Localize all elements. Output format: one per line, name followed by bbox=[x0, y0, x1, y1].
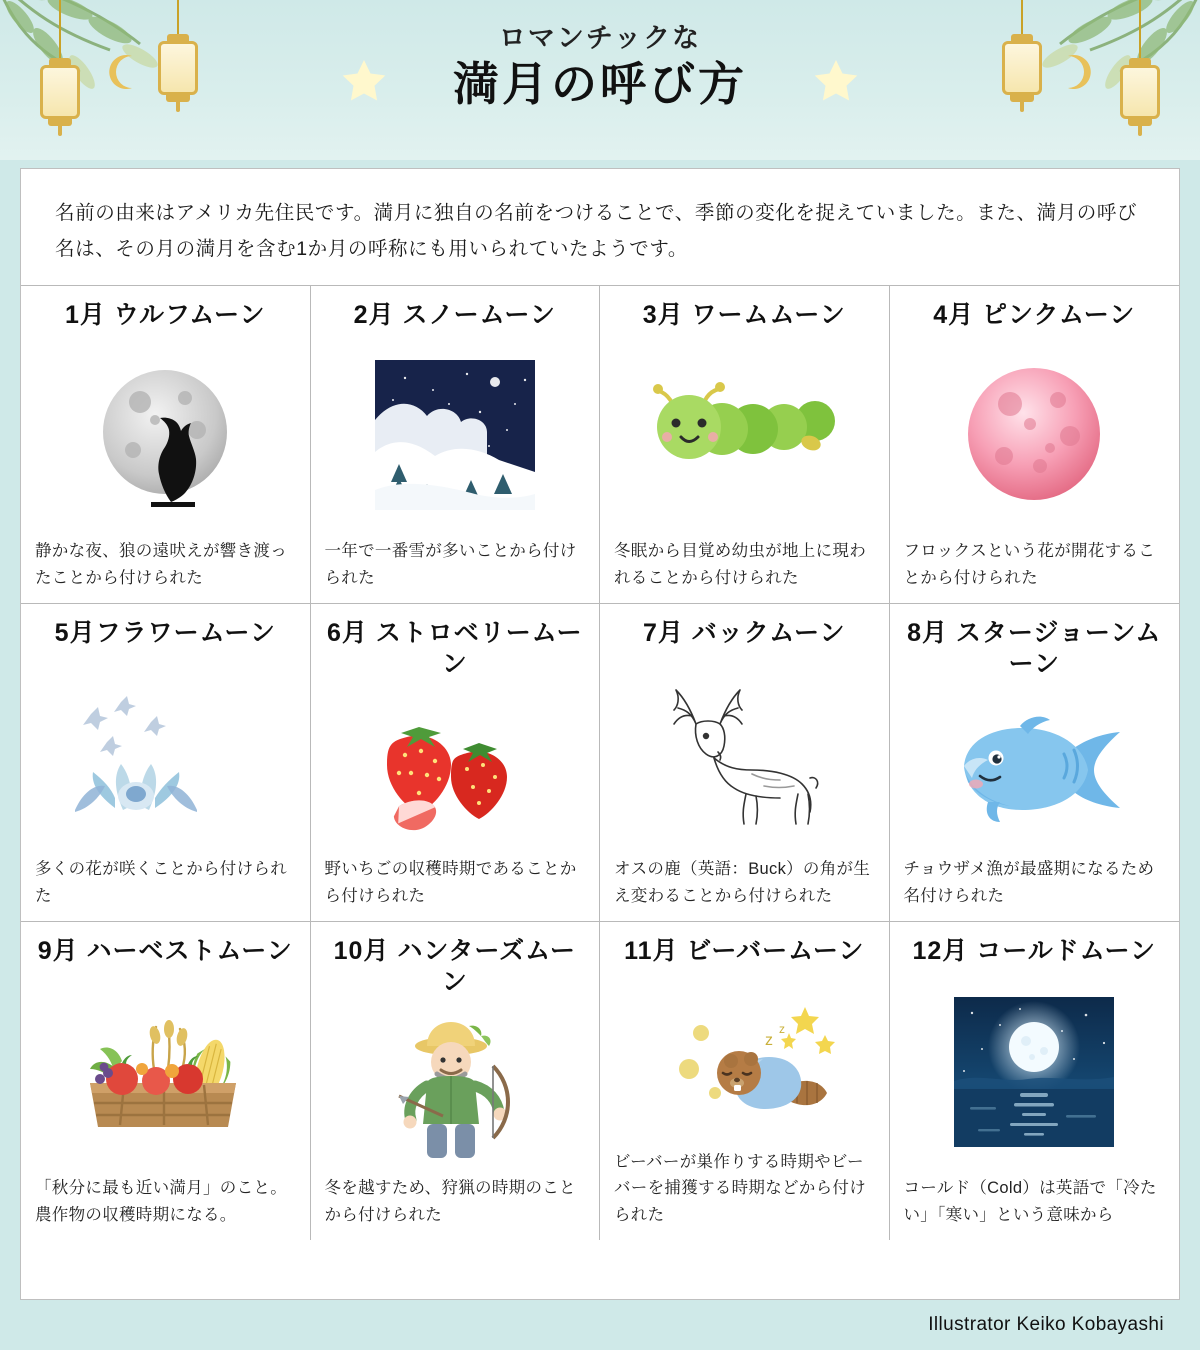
flowers-butterflies-crescent-icon bbox=[35, 650, 296, 856]
month-title: 11月 ビーバームーン bbox=[624, 937, 865, 966]
page-header bbox=[0, 0, 1200, 160]
month-title: 6月 ストロベリームーン bbox=[326, 619, 583, 679]
strawberries-icon bbox=[325, 681, 586, 857]
content-card bbox=[20, 168, 1180, 1300]
month-cell-january bbox=[21, 286, 311, 604]
intro-paragraph: 名前の由来はアメリカ先住民です。満月に独自の名前をつけることで、季節の変化を捉えていました。また、満月の呼び名は、その月の満月を含む1か月の呼称にも用いられていたようです。 bbox=[55, 202, 1138, 261]
month-description: ビーバーが巣作りする時期やビーバーを捕獲する時期などから付けられた bbox=[614, 1152, 866, 1224]
illustrator-credit: Illustrator Keiko Kobayashi bbox=[928, 1314, 1164, 1335]
title-main: 満月の呼び方 bbox=[453, 58, 747, 111]
month-description: チョウザメ漁が最盛期になるため名付けられた bbox=[903, 860, 1155, 905]
cold-moon-over-water-icon bbox=[904, 968, 1166, 1175]
month-cell-may bbox=[21, 604, 311, 922]
month-title: 7月 バックムーン bbox=[642, 619, 846, 648]
svg-text:z: z bbox=[779, 1021, 786, 1036]
page-title bbox=[0, 22, 1200, 114]
month-cell-december bbox=[890, 922, 1180, 1240]
month-cell-november bbox=[600, 922, 890, 1240]
snowy-night-landscape-icon bbox=[325, 332, 586, 538]
buck-deer-icon bbox=[614, 650, 875, 856]
beaver-on-crescent-moon-icon bbox=[614, 968, 875, 1149]
month-cell-august bbox=[890, 604, 1180, 922]
month-description: 冬眠から目覚め幼虫が地上に現われることから付けられた bbox=[614, 542, 866, 587]
month-title: 10月 ハンターズムーン bbox=[333, 937, 576, 997]
month-title: 9月 ハーベストムーン bbox=[37, 937, 293, 966]
green-caterpillar-icon bbox=[614, 332, 875, 538]
month-description: 多くの花が咲くことから付けられた bbox=[35, 860, 287, 905]
month-title: 1月 ウルフムーン bbox=[64, 301, 266, 330]
page-footer bbox=[0, 1300, 1200, 1350]
month-title: 12月 コールドムーン bbox=[912, 937, 1156, 966]
month-title: 5月フラワームーン bbox=[54, 619, 276, 648]
month-cell-february bbox=[311, 286, 601, 604]
month-cell-june bbox=[311, 604, 601, 922]
month-cell-april bbox=[890, 286, 1180, 604]
month-description: 野いちごの収穫時期であることから付けられた bbox=[324, 860, 577, 905]
moon-names-grid bbox=[21, 285, 1179, 1240]
month-title: 2月 スノームーン bbox=[353, 301, 556, 330]
month-title: 8月 スタージョーンムーン bbox=[907, 619, 1162, 679]
hunter-with-bow-icon bbox=[325, 999, 586, 1176]
month-cell-july bbox=[600, 604, 890, 922]
month-description: コールド（Cold）は英語で「冷たい」「寒い」という意味から bbox=[903, 1179, 1157, 1224]
month-description: 「秋分に最も近い満月」のこと。農作物の収穫時期になる。 bbox=[35, 1179, 287, 1224]
month-title: 4月 ピンクムーン bbox=[933, 301, 1136, 330]
month-description: 静かな夜、狼の遠吠えが響き渡ったことから付けられた bbox=[35, 542, 287, 587]
month-cell-october bbox=[311, 922, 601, 1240]
month-cell-september bbox=[21, 922, 311, 1240]
month-cell-march bbox=[600, 286, 890, 604]
pink-full-moon-icon bbox=[904, 332, 1166, 538]
month-description: オスの鹿（英語：Buck）の角が生え変わることから付けられた bbox=[614, 860, 871, 905]
harvest-crate-icon bbox=[35, 968, 296, 1175]
blue-sturgeon-fish-icon bbox=[904, 681, 1166, 857]
wolf-howling-moon-icon bbox=[35, 332, 296, 538]
month-description: 冬を越すため、狩猟の時期のことから付けられた bbox=[324, 1179, 576, 1224]
title-subtitle: ロマンチックな bbox=[498, 23, 702, 53]
month-description: 一年で一番雪が多いことから付けられた bbox=[324, 542, 577, 587]
month-title: 3月 ワームムーン bbox=[642, 301, 846, 330]
svg-text:z: z bbox=[765, 1031, 774, 1049]
month-description: フロックスという花が開花することから付けられた bbox=[903, 542, 1156, 587]
